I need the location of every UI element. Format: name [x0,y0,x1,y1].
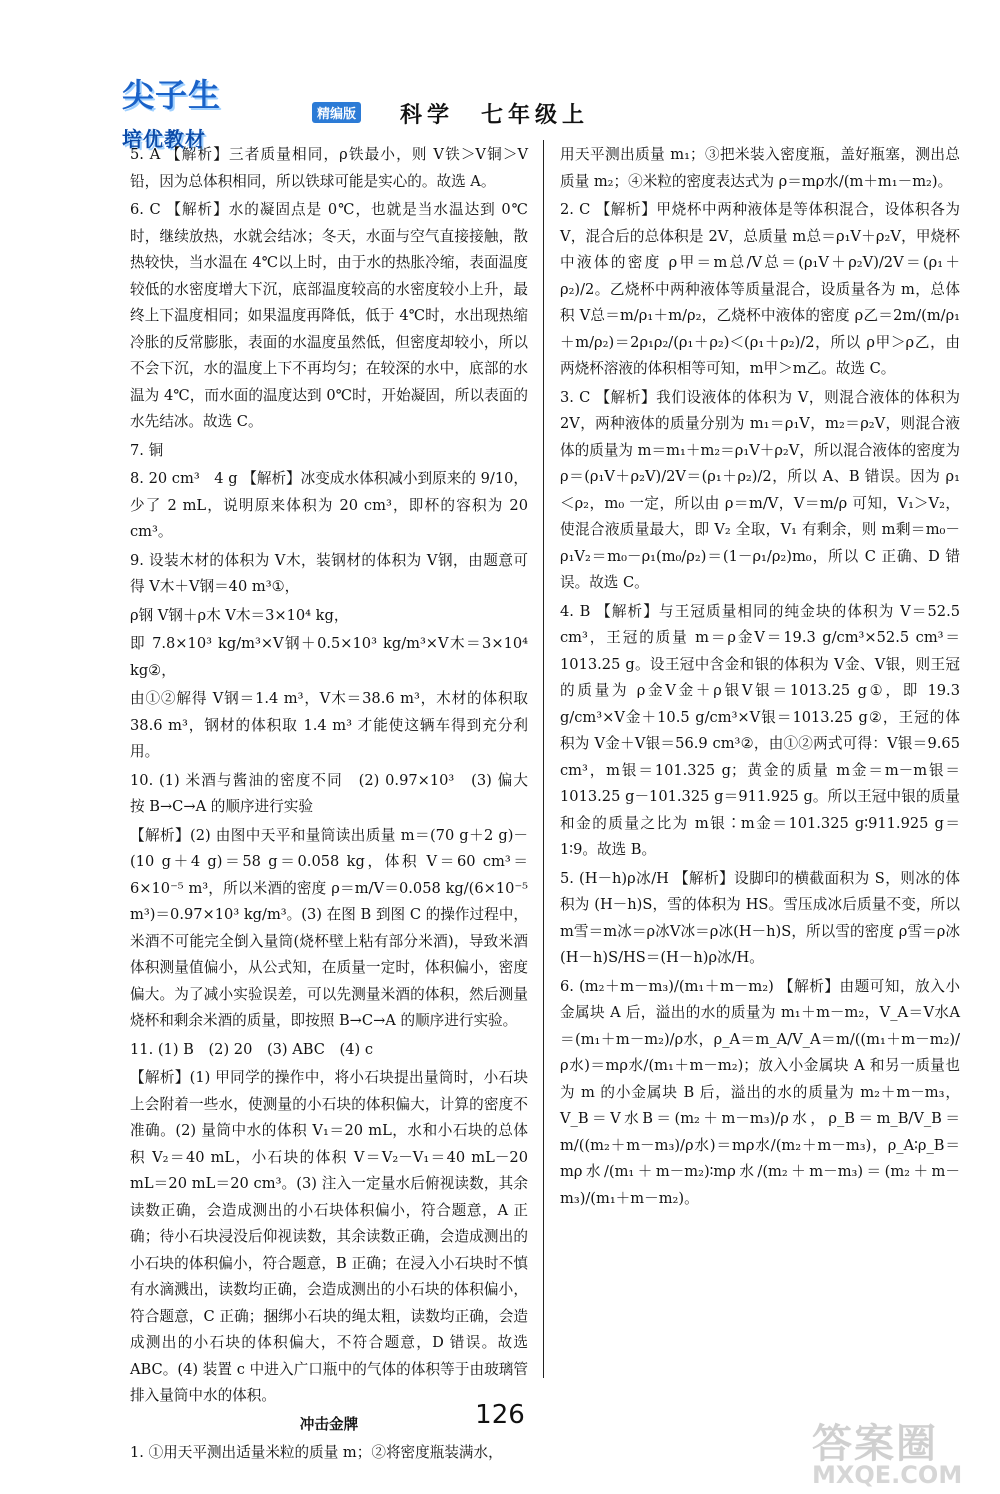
answer-paragraph: 7. 铜 [130,441,164,459]
answer-paragraph: 5. (H－h)ρ冰/H 【解析】设脚印的横截面积为 S，则冰的体积为 (H－h)S，雪的体积为 HS。雪压成冰后质量不变，所以 m雪＝m冰＝ρ冰V冰＝ρ冰(H－h)S，所以雪的密度 ρ雪＝ρ冰(H－h)S/HS＝(H－h)ρ冰/H。 [560,869,960,966]
answer-paragraph: ρ钢 V钢＋ρ木 V木＝3×10⁴ kg， [130,606,349,624]
answer-paragraph: 即 7.8×10³ kg/m³×V钢＋0.5×10³ kg/m³×V木＝3×10⁴ kg②， [130,635,528,679]
right-column [560,142,960,1214]
answer-paragraph: 5. A 【解析】三者质量相同，ρ铁最小，则 V铁＞V铜＞V铅，因为总体积相同，所以铁球可能是实心的。故选 A。 [130,146,528,190]
answer-paragraph: 8. 20 cm³ 4 g 【解析】冰变成水体积减小到原来的 9/10，少了 2 mL，说明原来体积为 20 cm³，即杯的容积为 20 cm³。 [130,470,528,540]
column-divider [543,140,544,1378]
answer-paragraph: 用天平测出质量 m₁；③把米装入密度瓶，盖好瓶塞，测出总质量 m₂；④米粒的密度表达式为 ρ＝mρ水/(m＋m₁－m₂)。 [560,146,960,190]
watermark-logo [812,1412,992,1492]
answer-paragraph: 3. C 【解析】我们设液体的体积为 V，则混合液体的体积为 2V，两种液体的质量分别为 m₁＝ρ₁V，m₂＝ρ₂V，则混合液体的质量为 m＝m₁＋m₂＝ρ₁V＋ρ₂V，所以混合液体的密度为 ρ＝(ρ₁V＋ρ₂V)/2V＝(ρ₁＋ρ₂)/2，所以 A、B 错误。因为 ρ₁＜ρ₂，m₀ 一定，所以由 ρ＝m/V，V＝m/ρ 可知，V₁＞V₂，使混合液质量最大，即 V₂ 全取，V₁ 有剩余，则 m剩＝m₀－ρ₁V₂＝m₀－ρ₁(m₀/ρ₂)＝(1－ρ₁/ρ₂)m₀，所以 C 正确、D 错误。故选 C。 [560,388,960,591]
page-number: 126 [475,1400,525,1430]
answer-paragraph: 【解析】(2) 由图中天平和量筒读出质量 m＝(70 g＋2 g)－(10 g＋4 g)＝58 g＝0.058 kg，体积 V＝60 cm³＝6×10⁻⁵ m³，所以米酒的密度 ρ＝m/V＝0.058 kg/(6×10⁻⁵ m³)＝0.97×10³ kg/m³。(3) 在图 B 到图 C 的操作过程中，米酒不可能完全倒入量筒(烧杯壁上粘有部分米酒)，导致米酒体积测量值偏小，从公式知，在质量一定时，体积偏小，密度偏大。为了减小实验误差，可以先测量米酒的体积，然后测量烧杯和剩余米酒的质量，即按照 B→C→A 的顺序进行实验。 [130,826,528,1029]
page-header [118,66,908,151]
answer-paragraph: 10. (1) 米酒与酱油的密度不同 (2) 0.97×10³ (3) 偏大 按 B→C→A 的顺序进行实验 [130,771,543,815]
answer-paragraph: 6. C 【解析】水的凝固点是 0℃，也就是当水温达到 0℃时，继续放热，水就会结冰；冬天，水面与空气直接接触，散热较快，当水温在 4℃以上时，由于水的热胀冷缩，表面温度较低的水密度增大下沉，底部温度较高的水密度较小上升，最终上下温度相同；如果温度再降低，低于 4℃时，水出现热缩冷胀的反常膨胀，表面的水温度虽然低，但密度却较小，所以不会下沉，水的温度上下不再均匀；在较深的水中，底部的水温为 4℃，而水面的温度达到 0℃时，开始凝固，所以表面的水先结冰。故选 C。 [130,201,528,430]
logo-text: 尖子生 培优教材 [122,76,222,151]
logo-edition-tag: 精编版 [312,102,361,123]
watermark-text: 答案圈 [812,1421,938,1467]
book-logo [118,66,380,151]
answer-paragraph: 1. ①用天平测出适量米粒的质量 m；②将密度瓶装满水， [130,1444,503,1461]
answer-paragraph: 11. (1) B (2) 20 (3) ABC (4) c [130,1040,374,1058]
answer-paragraph: 6. (m₂＋m－m₃)/(m₁＋m－m₂) 【解析】由题可知，放入小金属块 A 后，溢出的水的质量为 m₁＋m－m₂，V_A＝V水A＝(m₁＋m－m₂)/ρ水，ρ_A＝m_A/V_A＝m/((m₁＋m－m₂)/ρ水)＝mρ水/(m₁＋m－m₂)；放入小金属块 A 和另一质量也为 m 的小金属块 B 后，溢出的水的质量为 m₂＋m－m₃，V_B＝V水B＝(m₂＋m－m₃)/ρ水，ρ_B＝m_B/V_B＝m/((m₂＋m－m₃)/ρ水)＝mρ水/(m₂＋m－m₃)，ρ_A∶ρ_B＝mρ水/(m₁＋m－m₂)∶mρ水/(m₂＋m－m₃)＝(m₂＋m－m₃)/(m₁＋m－m₂)。 [560,977,960,1207]
subject-title: 科学 七年级上 [400,103,590,128]
answer-paragraph: 【解析】(1) 甲同学的操作中，将小石块提出量筒时，小石块上会附着一些水，使测量的小石块的体积偏大，计算的密度不准确。(2) 量筒中水的体积 V₁＝20 mL，水和小石块的总体积 V₂＝40 mL，小石块的体积 V＝V₂－V₁＝40 mL－20 mL＝20 mL＝20 cm³。(3) 注入一定量水后俯视读数，其余读数正确，会造成测出的小石块体积偏小，符合题意，A 正确；待小石块浸没后仰视读数，其余读数正确，会造成测出的小石块的体积偏小，符合题意，B 正确；在浸入小石块时不慎有水滴溅出，读数均正确，会造成测出的小石块的体积偏小，符合题意，C 正确；捆绑小石块的绳太粗，读数均正确，会造成测出的小石块的体积偏大，不符合题意，D 错误。故选 ABC。(4) 装置 c 中进入广口瓶中的气体的体积等于由玻璃管排入量筒中水的体积。 [130,1069,528,1404]
watermark-url: MXQE.COM [812,1461,963,1489]
answer-paragraph: 2. C 【解析】甲烧杯中两种液体是等体积混合，设体积各为 V，混合后的总体积是 2V，总质量 m总＝ρ₁V＋ρ₂V，甲烧杯中液体的密度 ρ甲＝m总/V总＝(ρ₁V＋ρ₂V)/2V＝(ρ₁＋ρ₂)/2。乙烧杯中两种液体等质量混合，设质量各为 m，总体积 V总＝m/ρ₁＋m/ρ₂，乙烧杯中液体的密度 ρ乙＝2m/(m/ρ₁＋m/ρ₂)＝2ρ₁ρ₂/(ρ₁＋ρ₂)＜(ρ₁＋ρ₂)/2，所以 ρ甲＞ρ乙，由两烧杯溶液的体积相等可知，m甲＞m乙。故选 C。 [560,201,960,377]
answer-paragraph: 由①②解得 V钢＝1.4 m³，V木＝38.6 m³，木材的体积取 38.6 m³，钢材的体积取 1.4 m³ 才能使这辆车得到充分利用。 [130,690,528,760]
section-heading: 冲击金牌 [299,1415,359,1433]
left-column [130,142,543,1469]
answer-paragraph: 9. 设装木材的体积为 V木，装钢材的体积为 V钢，由题意可得 V木＋V钢＝40 m³①， [130,551,528,595]
answer-paragraph: 4. B 【解析】与王冠质量相同的纯金块的体积为 V＝52.5 cm³，王冠的质量 m＝ρ金V＝19.3 g/cm³×52.5 cm³＝1013.25 g。设王冠中含金和银的体积为 V金、V银，则王冠的质量为 ρ金V金＋ρ银V银＝1013.25 g①，即 19.3 g/cm³×V金＋10.5 g/cm³×V银＝1013.25 g②，王冠的体积为 V金＋V银＝56.9 cm³②，由①②两式可得：V银＝9.65 cm³，m银＝101.325 g；黄金的质量 m金＝m－m银＝1013.25 g－101.325 g＝911.925 g。所以王冠中银的质量和金的质量之比为 m银∶m金＝101.325 g∶911.925 g＝1∶9。故选 B。 [560,602,960,858]
